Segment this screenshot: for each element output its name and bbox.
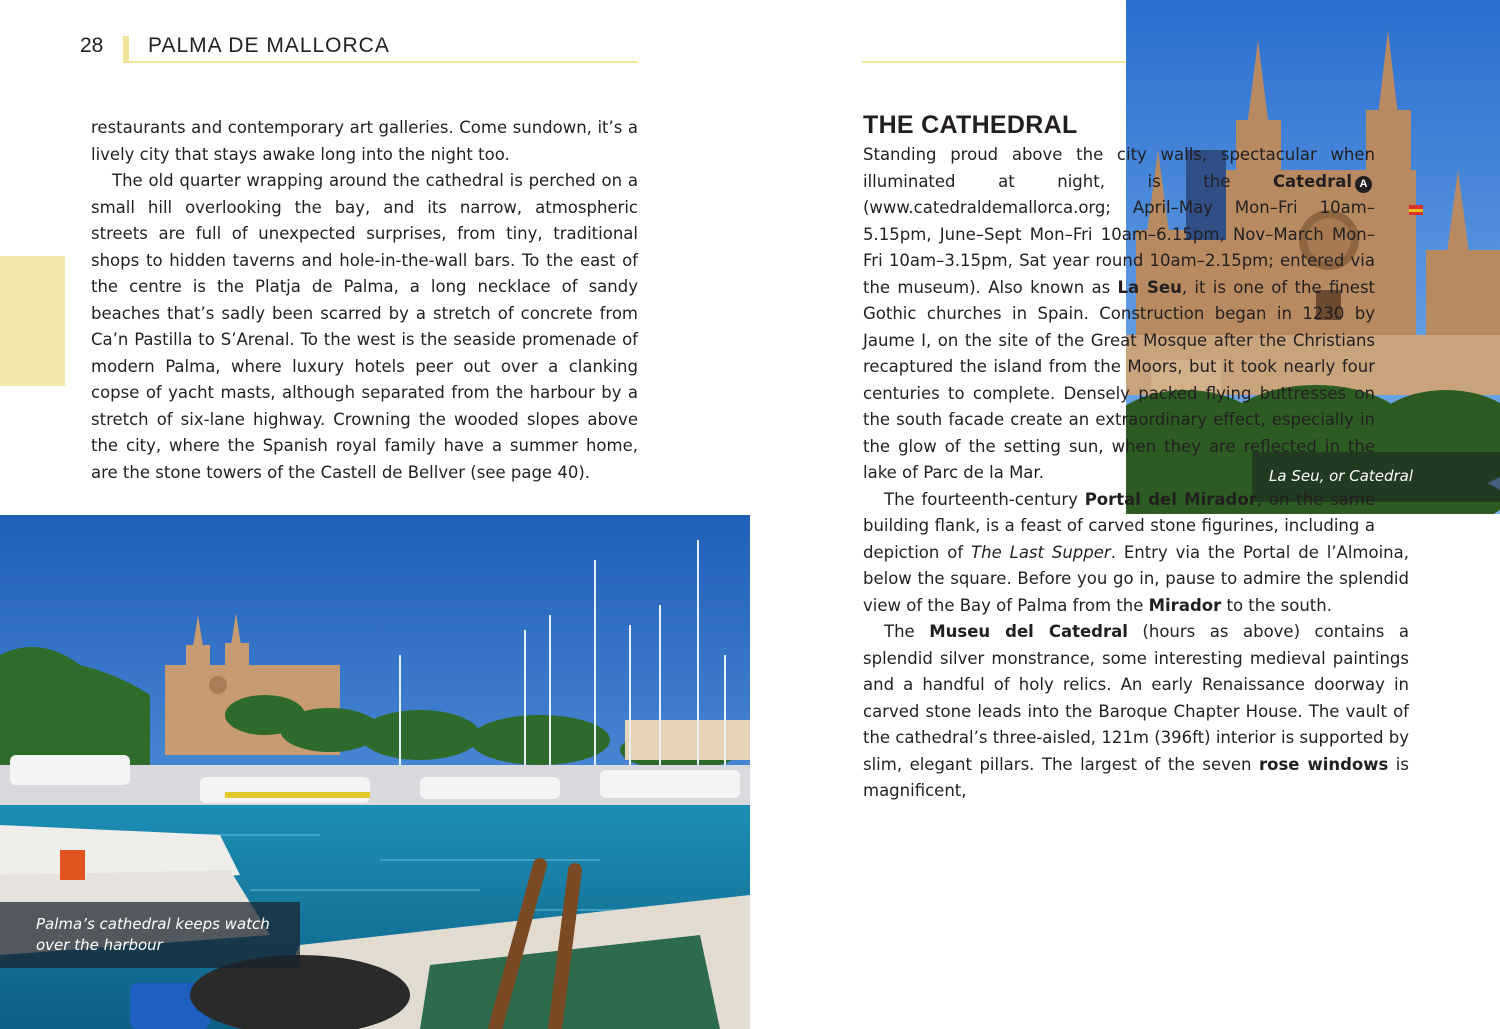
harbour-caption: Palma’s cathedral keeps watch over the harbour <box>0 902 300 968</box>
left-column <box>91 115 638 486</box>
photo-float-spacer <box>1375 109 1409 527</box>
cathedral-paragraph-2 <box>863 487 1409 620</box>
last-supper-title: The Last Supper <box>971 542 1111 562</box>
header-rule-left <box>123 61 638 63</box>
text-run: (hours as above) contains a splendid silver monstrance, some interesting medieval paintings and a handful of holy relics. An early Renaissance doorway in carved stone leads into the Baroque Chapter House. The vault of the cathedral’s three-aisled, 121m (396ft) interior is supported by slim, elegant pillars. The largest of the seven <box>863 622 1410 774</box>
left-paragraph-2: The old quarter wrapping around the cathedral is perched on a small hill overlooking the bay, and its narrow, atmospheric streets are full of unexpected surprises, from tiny, traditional shops to hidden taverns and hole-in-the-wall bars. To the east of the centre is the Platja de Palma, a long necklace of sandy beaches that’s sadly been scarred by a stretch of concrete from Ca’n Pastilla to S’Arenal. To the west is the seaside promenade of modern Palma, where luxury hotels peer out over a clanking copse of yacht masts, although separated from the harbour by a stretch of six-lane highway. Crowning the wooded slopes above the city, where the Spanish royal family have a summer home, are the stone towers of the Castell de Bellver (see page 40). <box>91 171 638 482</box>
mirador-term: Mirador <box>1148 595 1222 615</box>
rose-windows-term: rose windows <box>1259 754 1389 774</box>
text-run: . Entry via the Portal de l’Almoina, below the square. Before you go in, pause to admire the splendid view of the Bay of Palma from the <box>863 542 1409 615</box>
page-number: 28 <box>80 34 104 57</box>
right-column <box>863 109 1409 805</box>
text-run: The <box>884 622 930 641</box>
cathedral-caption: La Seu, or Catedral <box>1252 452 1500 502</box>
text-run: (www.catedraldemallorca.org; April–May Mon–Fri 10am–5.15pm, June–Sept Mon–Fri 10am–6.15pm, Nov–March Mon–Fri 10am–3.15pm, Sat year round 10am–2.15pm; entered via the museum). Also known as <box>863 198 1375 297</box>
header-accent-bar <box>123 36 129 63</box>
museu-del-catedral-term: Museu del Catedral <box>929 622 1128 641</box>
chapter-side-tab <box>0 256 65 386</box>
section-title: THE CATHEDRAL <box>863 111 1078 139</box>
running-title: PALMA DE MALLORCA <box>148 34 390 57</box>
portal-del-mirador-term: Portal del Mirador <box>1084 489 1257 509</box>
text-run: The fourteenth-century <box>884 489 1085 509</box>
cathedral-paragraph-3 <box>863 619 1409 805</box>
cathedral-term: Catedral <box>1272 171 1352 191</box>
text-run: to the south. <box>1221 595 1332 615</box>
text-run: , on the same building flank, is a feast of carved stone figurines, including a depiction of <box>863 489 1375 562</box>
left-paragraph-1: restaurants and contemporary art galleries. Come sundown, it’s a lively city that stays awake long into the night too. <box>91 118 638 164</box>
header-rule-right <box>862 61 1126 63</box>
text-run: , it is one of the finest Gothic churches in Spain. Construction began in 1230 by Jaume I, on the site of the Great Mosque after the Christians recaptured the island from the Moors, but it took nearly four centuries to complete. Densely packed flying buttresses on the south facade create an extraordinary effect, especially in the glow of the setting sun, when they are reflected in the lake of Parc de la Mar. <box>863 277 1376 482</box>
map-marker-icon: A <box>1355 176 1372 193</box>
la-seu-term: La Seu <box>1117 277 1182 297</box>
text-run: is magnificent, <box>863 754 1409 800</box>
text-run: Standing proud above the city walls, spectacular when illuminated at night, is the <box>863 145 1375 191</box>
cathedral-paragraph-1 <box>863 142 1409 487</box>
